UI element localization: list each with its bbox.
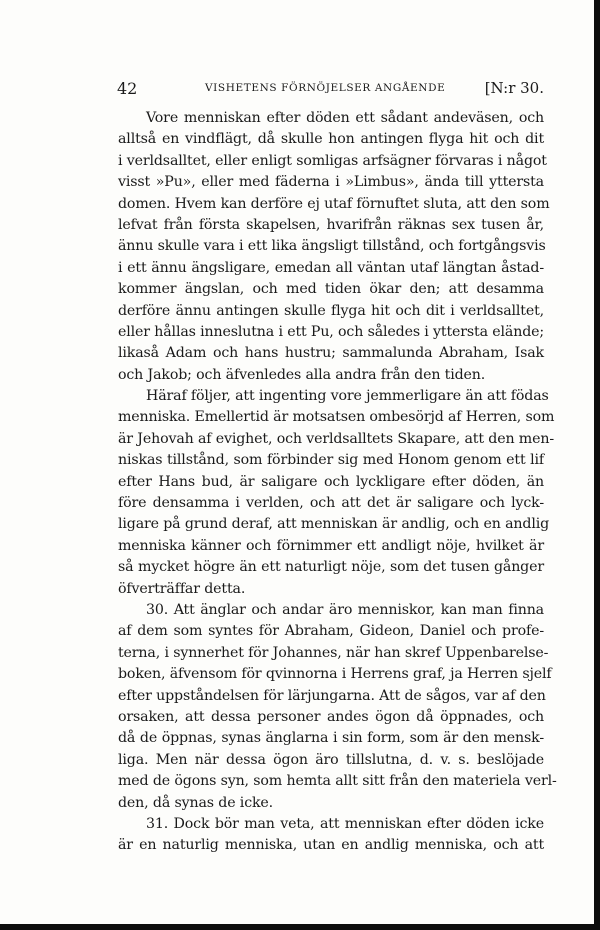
text-line: i ett ännu ängsligare, emedan all väntan utaf längtan åstad-	[118, 259, 544, 276]
text-line: visst »Pu», eller med fäderna i »Limbus», ända till yttersta	[118, 174, 544, 191]
text-line: är en naturlig menniska, utan en andlig menniska, och att	[118, 837, 544, 854]
running-title: VISHETENS FÖRNÖJELSER ANGÅENDE	[205, 82, 446, 94]
text-line: 30. Att änglar och andar äro menniskor, kan man finna	[146, 601, 544, 618]
text-line: ännu skulle vara i ett lika ängsligt tillstånd, och fortgångsvis	[118, 238, 546, 255]
text-line: öfverträffar detta.	[118, 580, 246, 597]
text-line: af dem som syntes för Abraham, Gideon, Daniel och profe-	[118, 623, 544, 640]
text-line: efter uppståndelsen för lärjungarna. Att de sågos, var af den	[118, 687, 546, 704]
text-line: terna, i synnerhet för Johannes, när han skref Uppenbarelse-	[118, 644, 549, 661]
text-line: 31. Dock bör man veta, att menniskan efter döden icke	[146, 815, 544, 832]
page-body-text	[118, 108, 557, 857]
text-line: efter Hans bud, är saligare och lyckligare efter döden, än	[118, 473, 544, 490]
text-line: domen. Hvem kan derföre ej utaf förnuftet sluta, att den som	[118, 195, 550, 212]
text-line: derföre ännu antingen skulle flyga hit och dit i verldsalltet,	[118, 302, 544, 319]
page-number: 42	[117, 79, 138, 98]
text-line: alltså en vindflägt, då skulle hon antingen flyga hit och dit	[118, 131, 544, 148]
text-line: med de ögons syn, som hemta allt sitt från den materiela verl-	[118, 773, 557, 790]
text-line: i verldsalltet, eller enligt somligas arfsägner förvaras i något	[118, 152, 547, 169]
text-line: lefvat från första skapelsen, hvarifrån räknas sex tusen år,	[118, 216, 544, 233]
text-line: menniska. Emellertid är motsatsen ombesörjd af Herren, som	[118, 409, 555, 426]
text-line: kommer ängslan, och med tiden ökar den; att desamma	[118, 281, 544, 298]
text-line: liga. Men när dessa ögon äro tillslutna, d. v. s. beslöjade	[118, 751, 544, 768]
text-line: likaså Adam och hans hustru; sammalunda Abraham, Isak	[118, 345, 544, 362]
text-line: menniska känner och förnimmer ett andligt nöje, hvilket är	[118, 537, 544, 554]
text-line: och Jakob; och äfvenledes alla andra från den tiden.	[118, 366, 486, 383]
text-line: före densamma i verlden, och att det är saligare och lyck-	[118, 495, 544, 512]
text-line: niskas tillstånd, som förbinder sig med Honom genom ett lif	[118, 452, 544, 469]
section-reference: [N:r 30.	[484, 79, 544, 97]
text-line: ligare på grund deraf, att menniskan är andlig, och en andlig	[118, 516, 550, 533]
text-line: så mycket högre än ett naturligt nöje, som det tusen gånger	[118, 559, 544, 576]
text-line: den, då synas de icke.	[118, 794, 274, 811]
text-line: Vore menniskan efter döden ett sådant andeväsen, och	[146, 110, 544, 126]
text-line: boken, äfvensom för qvinnorna i Herrens graf, ja Herren sjelf	[118, 666, 552, 683]
text-line: är Jehovah af evighet, och verldsalltets Skapare, att den men-	[118, 430, 554, 447]
text-line: eller hållas inneslutna i ett Pu, och således i yttersta elände;	[118, 323, 544, 340]
text-line: då de öppnas, synas änglarna i sin form, som är den mensk-	[118, 730, 544, 747]
running-header	[117, 79, 544, 99]
scan-edge-right	[594, 0, 600, 930]
text-line: orsaken, att dessa personer andes ögon då öppnades, och	[118, 708, 544, 725]
text-line: Häraf följer, att ingenting vore jemmerligare än att födas	[146, 388, 549, 405]
scan-edge-bottom	[0, 924, 600, 930]
